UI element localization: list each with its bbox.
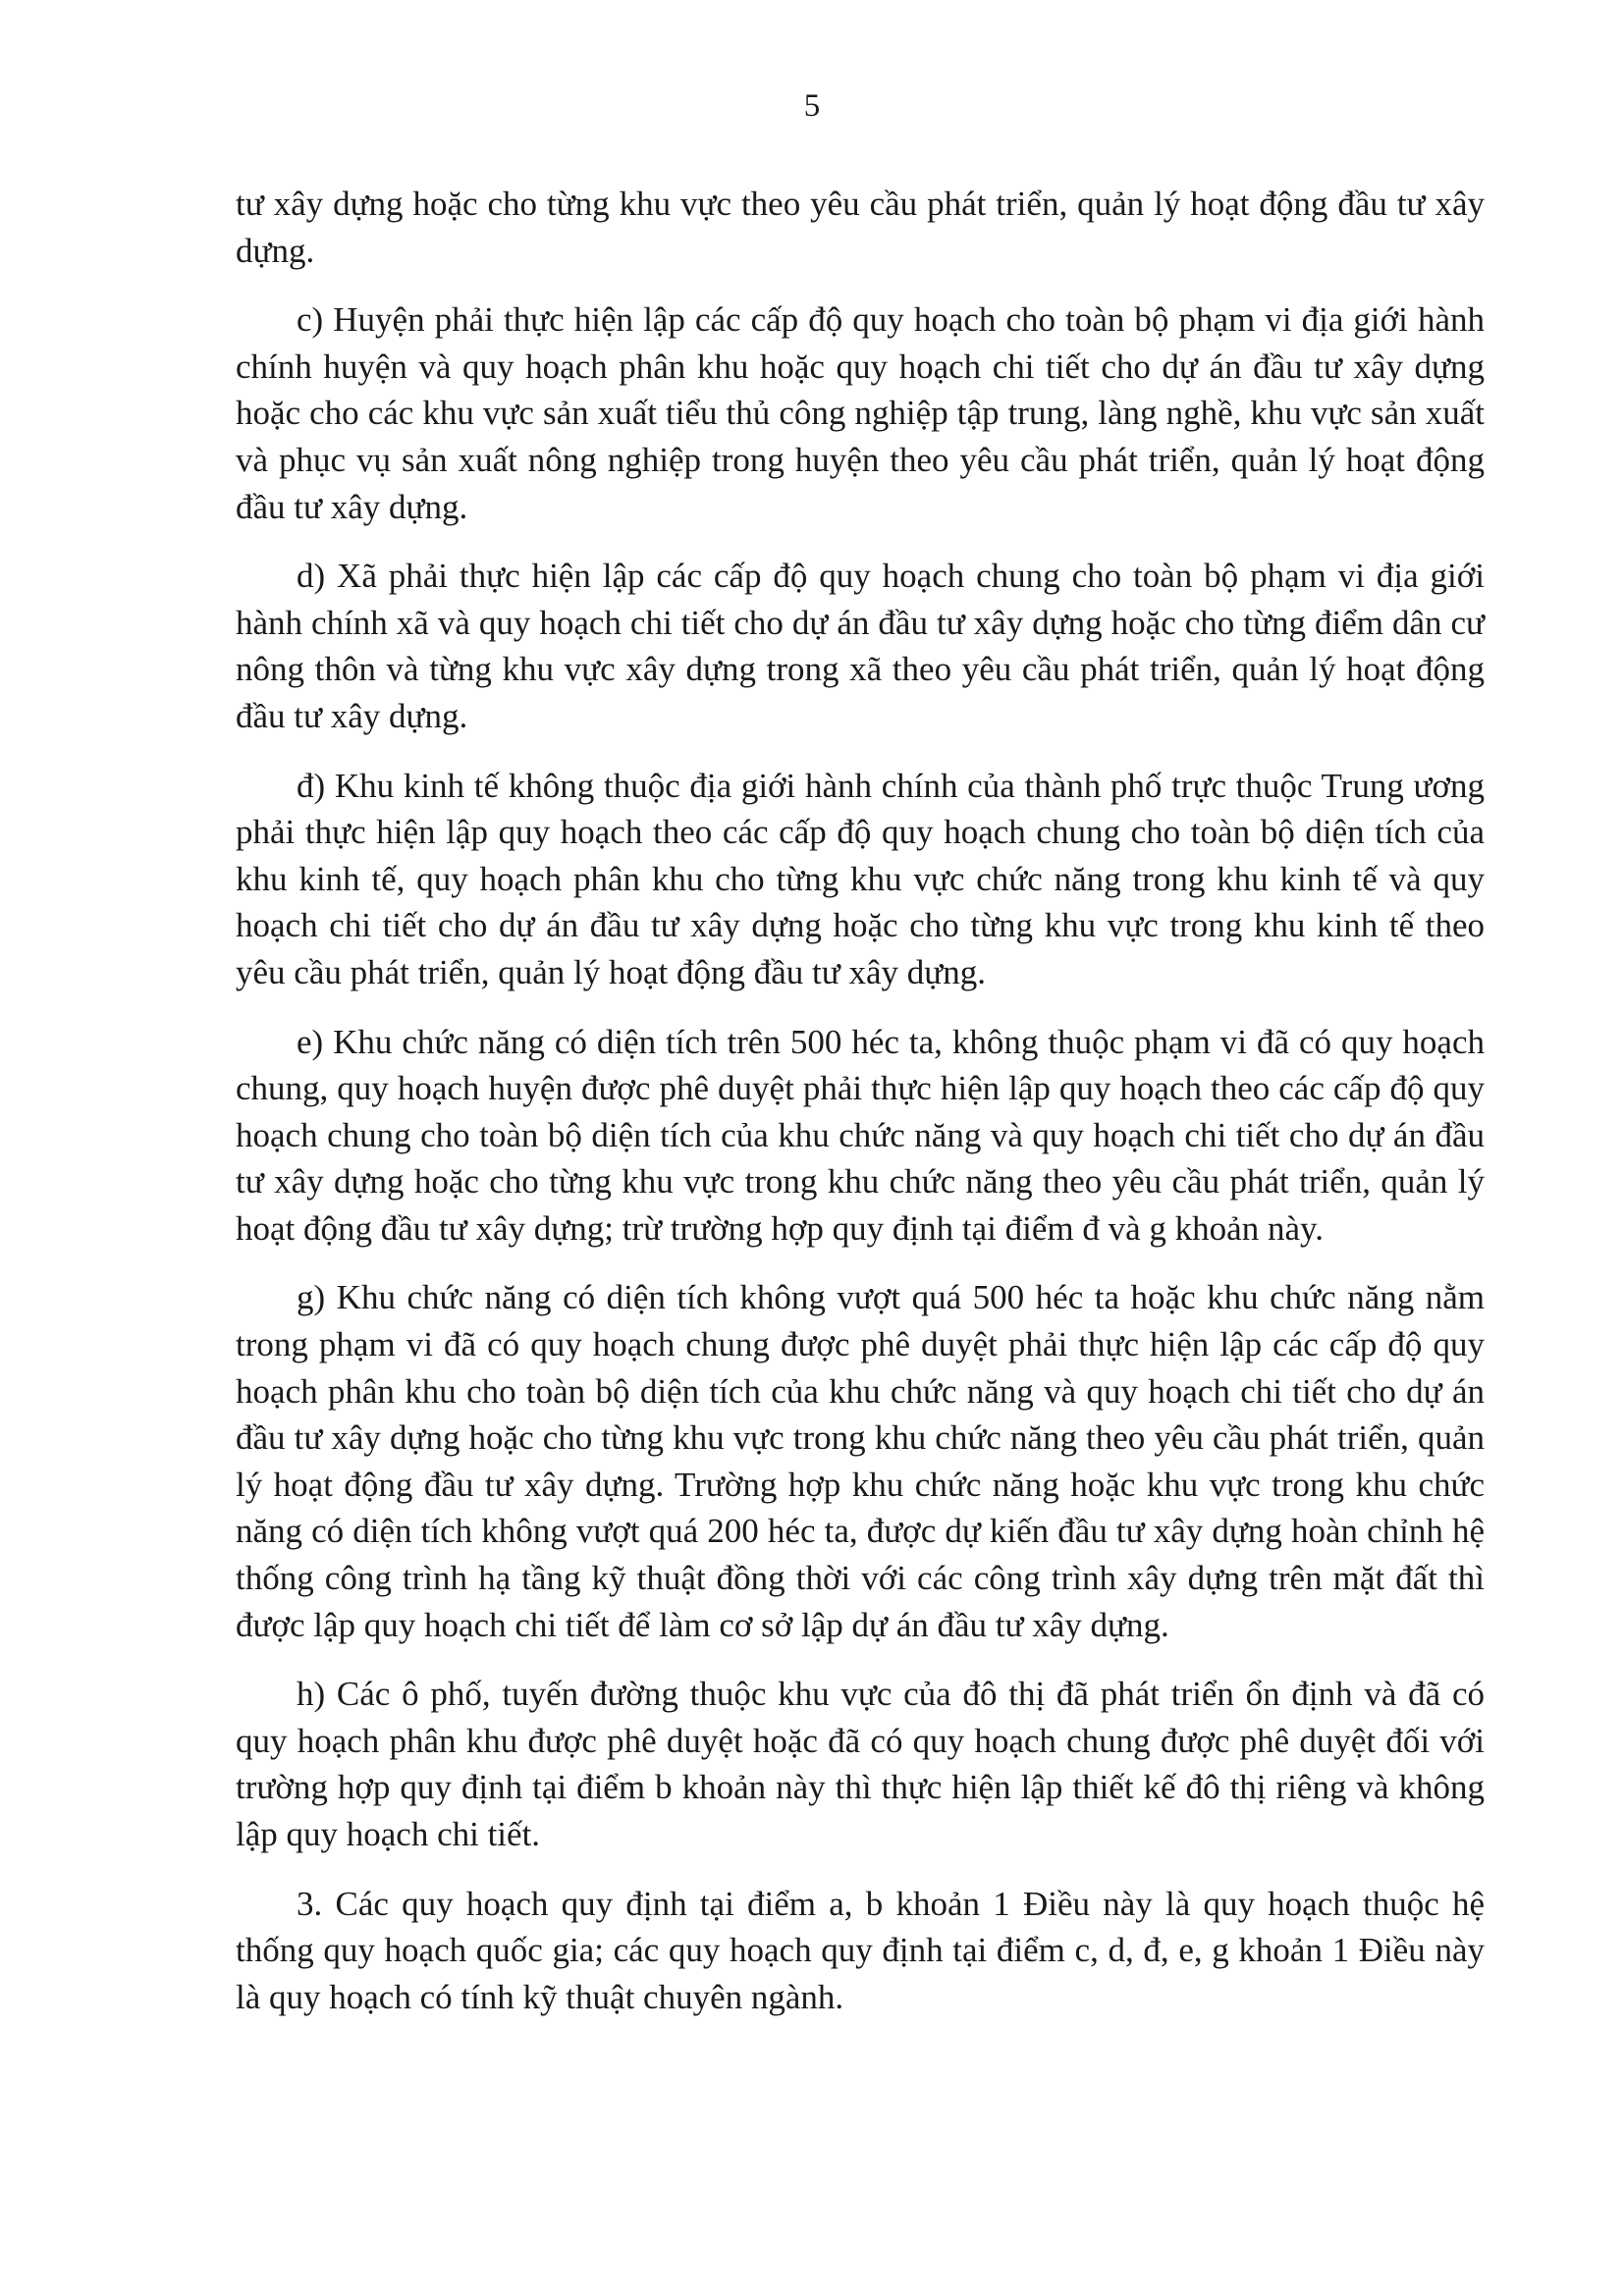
- paragraph-point-g: g) Khu chức năng có diện tích không vượt quá 500 héc ta hoặc khu chức năng nằm trong phạm vi đã có quy hoạch chung được phê duyệt phải thực hiện lập các cấp độ quy hoạch phân khu cho toàn bộ diện tích của khu chức năng và quy hoạch chi tiết cho dự án đầu tư xây dựng hoặc cho từng khu vực trong khu chức năng theo yêu cầu phát triển, quản lý hoạt động đầu tư xây dựng. Trường hợp khu chức năng hoặc khu vực trong khu chức năng có diện tích không vượt quá 200 héc ta, được dự kiến đầu tư xây dựng hoàn chỉnh hệ thống công trình hạ tầng kỹ thuật đồng thời với các công trình xây dựng trên mặt đất thì được lập quy hoạch chi tiết để làm cơ sở lập dự án đầu tư xây dựng.: [236, 1278, 1485, 1644]
- paragraph-point-h: h) Các ô phố, tuyến đường thuộc khu vực của đô thị đã phát triển ổn định và đã có quy hoạch phân khu được phê duyệt hoặc đã có quy hoạch chung được phê duyệt đối với trường hợp quy định tại điểm b khoản này thì thực hiện lập thiết kế đô thị riêng và không lập quy hoạch chi tiết.: [236, 1675, 1485, 1853]
- paragraph-point-c: c) Huyện phải thực hiện lập các cấp độ quy hoạch cho toàn bộ phạm vi địa giới hành chính huyện và quy hoạch phân khu hoặc quy hoạch chi tiết cho dự án đầu tư xây dựng hoặc cho các khu vực sản xuất tiểu thủ công nghiệp tập trung, làng nghề, khu vực sản xuất và phục vụ sản xuất nông nghiệp trong huyện theo yêu cầu phát triển, quản lý hoạt động đầu tư xây dựng.: [236, 300, 1485, 526]
- paragraph-point-dd: đ) Khu kinh tế không thuộc địa giới hành chính của thành phố trực thuộc Trung ương phải thực hiện lập quy hoạch theo các cấp độ quy hoạch chung cho toàn bộ diện tích của khu kinh tế, quy hoạch phân khu cho từng khu vực chức năng trong khu kinh tế và quy hoạch chi tiết cho dự án đầu tư xây dựng hoặc cho từng khu vực trong khu kinh tế theo yêu cầu phát triển, quản lý hoạt động đầu tư xây dựng.: [236, 766, 1485, 991]
- paragraph-clause-3: 3. Các quy hoạch quy định tại điểm a, b khoản 1 Điều này là quy hoạch thuộc hệ thống quy hoạch quốc gia; các quy hoạch quy định tại điểm c, d, đ, e, g khoản 1 Điều này là quy hoạch có tính kỹ thuật chuyên ngành.: [236, 1884, 1485, 2016]
- paragraph-point-d: d) Xã phải thực hiện lập các cấp độ quy hoạch chung cho toàn bộ phạm vi địa giới hành chính xã và quy hoạch chi tiết cho dự án đầu tư xây dựng hoặc cho từng điểm dân cư nông thôn và từng khu vực xây dựng trong xã theo yêu cầu phát triển, quản lý hoạt động đầu tư xây dựng.: [236, 557, 1485, 735]
- paragraph-point-e: e) Khu chức năng có diện tích trên 500 héc ta, không thuộc phạm vi đã có quy hoạch chung, quy hoạch huyện được phê duyệt phải thực hiện lập quy hoạch theo các cấp độ quy hoạch chung cho toàn bộ diện tích của khu chức năng và quy hoạch chi tiết cho dự án đầu tư xây dựng hoặc cho từng khu vực trong khu chức năng theo yêu cầu phát triển, quản lý hoạt động đầu tư xây dựng; trừ trường hợp quy định tại điểm đ và g khoản này.: [236, 1022, 1485, 1248]
- document-body: [236, 181, 1485, 2043]
- page-number: 5: [803, 88, 821, 124]
- paragraph-continuation: tư xây dựng hoặc cho từng khu vực theo yêu cầu phát triển, quản lý hoạt động đầu tư xây dựng.: [236, 185, 1485, 270]
